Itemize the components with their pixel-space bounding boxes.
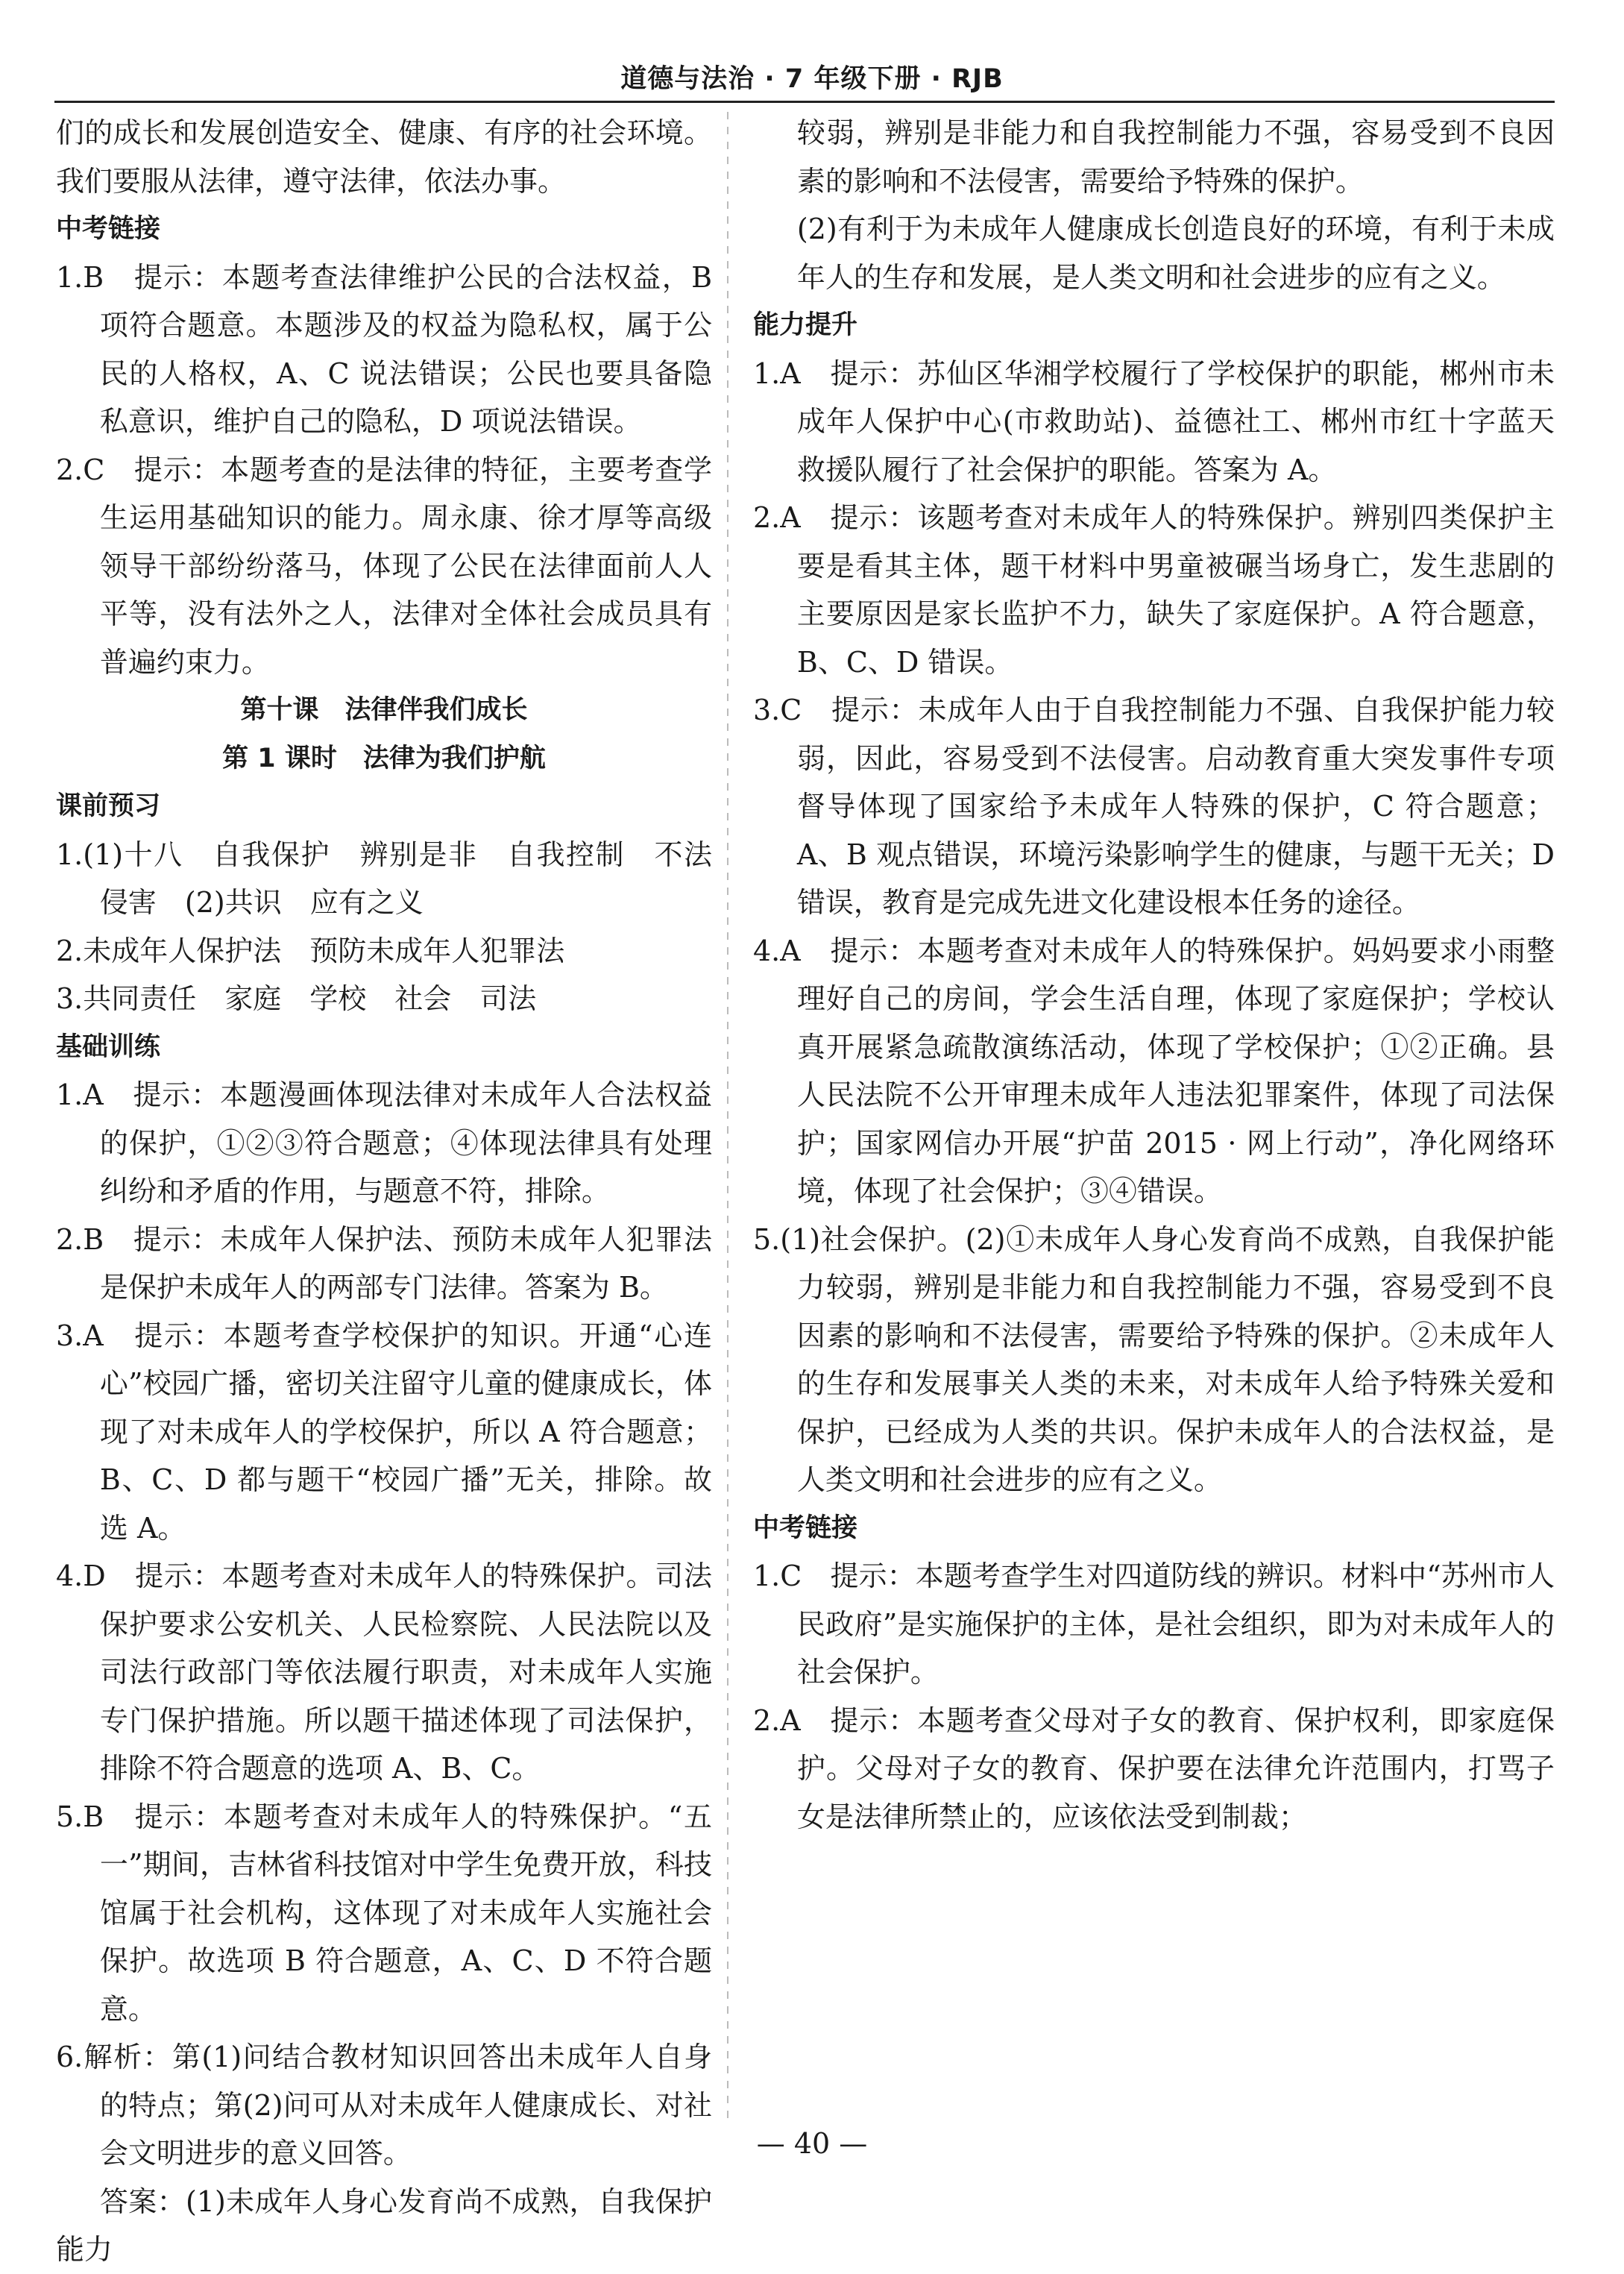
ability-answer-2: 2.A 提示：该题考查对未成年人的特殊保护。辨别四类保护主要是看其主体，题干材料中男童被碾当场身亡，发生悲剧的主要原因是家长监护不力，缺失了家庭保护。A 符合题意，B、C、D 错误。 (753, 501, 1555, 679)
left-column (56, 109, 712, 2274)
exam2-answer-1: 1.C 提示：本题考查学生对四道防线的辨识。材料中“苏州市人民政府”是实施保护的主体，是社会组织，即为对未成年人的社会保护。 (753, 1560, 1555, 1689)
basic-answer-2: 2.B 提示：未成年人保护法、预防未成年人犯罪法是保护未成年人的两部专门法律。答案为 B。 (56, 1222, 712, 1304)
section-heading-ability: 能力提升 (753, 310, 858, 340)
basic-answer-3: 3.A 提示：本题考查学校保护的知识。开通“心连心”校园广播，密切关注留守儿童的健康成长，体现了对未成年人的学校保护，所以 A 符合题意；B、C、D 都与题干“校园广播”无关，排除。故选 A。 (56, 1319, 712, 1545)
answer-continuation-2: (2)有利于为未成年人健康成长创造良好的环境，有利于未成年人的生存和发展，是人类文明和社会进步的应有之义。 (796, 213, 1555, 294)
lesson-title: 第十课 法律伴我们成长 (240, 695, 528, 725)
period-title: 第 1 课时 法律为我们护航 (222, 743, 546, 773)
basic-answer-1: 1.A 提示：本题漫画体现法律对未成年人合法权益的保护，①②③符合题意；④体现法律具有处理纠纷和矛盾的作用，与题意不符，排除。 (56, 1078, 712, 1207)
ability-answer-5: 5.(1)社会保护。(2)①未成年人身心发育尚不成熟，自我保护能力较弱，辨别是非能力和自我控制能力不强，容易受到不良因素的影响和不法侵害，需要给予特殊的保护。②未成年人的生存和发展事关人类的未来，对未成年人给予特殊关爱和保护，已经成为人类的共识。保护未成年人的合法权益，是人类文明和社会进步的应有之义。 (753, 1222, 1555, 1496)
answer-continuation-1: 较弱，辨别是非能力和自我控制能力不强，容易受到不良因素的影响和不法侵害，需要给予特殊的保护。 (796, 116, 1555, 198)
ability-answer-1: 1.A 提示：苏仙区华湘学校履行了学校保护的职能，郴州市未成年人保护中心(市救助站)、益德社工、郴州市红十字蓝天救援队履行了社会保护的职能。答案为 A。 (753, 357, 1555, 486)
basic-answer-6: 6.解析：第(1)问结合教材知识回答出未成年人自身的特点；第(2)问可从对未成年人健康成长、对社会文明进步的意义回答。 (56, 2041, 712, 2170)
basic-answer-4: 4.D 提示：本题考查对未成年人的特殊保护。司法保护要求公安机关、人民检察院、人民法院以及司法行政部门等依法履行职责，对未成年人实施专门保护措施。所以题干描述体现了司法保护，排除不符合题意的选项 A、B、C。 (56, 1560, 712, 1785)
page-header: 道德与法治 · 7 年级下册 · RJB (620, 64, 1004, 94)
ability-answer-4: 4.A 提示：本题考查对未成年人的特殊保护。妈妈要求小雨整理好自己的房间，学会生活自理，体现了家庭保护；学校认真开展紧急疏散演练活动，体现了学校保护；①②正确。县人民法院不公开审理未成年人违法犯罪案件，体现了司法保护；国家网信办开展“护苗 2015 · 网上行动”，净化网络环境，体现了社会保护；③④错误。 (753, 934, 1555, 1207)
exam-answer-1: 1.B 提示：本题考查法律维护公民的合法权益，B 项符合题意。本题涉及的权益为隐私权，属于公民的人格权，A、C 说法错误；公民也要具备隐私意识，维护自己的隐私，D 项说法错误。 (56, 260, 712, 438)
preview-answer-2: 2.未成年人保护法 预防未成年人犯罪法 (56, 934, 565, 967)
ability-answer-3: 3.C 提示：未成年人由于自我控制能力不强、自我保护能力较弱，因此，容易受到不法侵害。启动教育重大突发事件专项督导体现了国家给予未成年人特殊的保护，C 符合题意；A、B 观点错误，环境污染影响学生的健康，与题干无关；D 错误，教育是完成先进文化建设根本任务的途径。 (753, 694, 1555, 919)
section-heading-exam-link: 中考链接 (56, 214, 161, 244)
column-divider (727, 112, 728, 2126)
page-number: — 40 — (756, 2127, 868, 2160)
basic-answer-6-answer: 答案：(1)未成年人身心发育尚不成熟，自我保护能力 (56, 2185, 712, 2266)
preview-answer-3: 3.共同责任 家庭 学校 社会 司法 (56, 982, 537, 1015)
section-heading-basic-training: 基础训练 (56, 1031, 161, 1062)
basic-answer-5: 5.B 提示：本题考查对未成年人的特殊保护。“五一”期间，吉林省科技馆对中学生免费开放，科技馆属于社会机构，这体现了对未成年人实施社会保护。故选项 B 符合题意，A、C、D 不符合题意。 (56, 1800, 712, 2026)
exam2-answer-2: 2.A 提示：本题考查父母对子女的教育、保护权利，即家庭保护。父母对子女的教育、保护要在法律允许范围内，打骂子女是法律所禁止的，应该依法受到制裁； (753, 1703, 1555, 1833)
section-heading-preview: 课前预习 (56, 791, 161, 821)
section-heading-exam-link-2: 中考链接 (753, 1513, 858, 1543)
right-column (753, 109, 1555, 1841)
header-rule (54, 101, 1555, 103)
intro-paragraph: 们的成长和发展创造安全、健康、有序的社会环境。我们要服从法律，遵守法律，依法办事。 (56, 116, 712, 198)
preview-answer-1: 1.(1)十八 自我保护 辨别是非 自我控制 不法侵害 (2)共识 应有之义 (56, 838, 712, 919)
exam-answer-2: 2.C 提示：本题考查的是法律的特征，主要考查学生运用基础知识的能力。周永康、徐才厚等高级领导干部纷纷落马，体现了公民在法律面前人人平等，没有法外之人，法律对全体社会成员具有普遍约束力。 (56, 453, 712, 679)
